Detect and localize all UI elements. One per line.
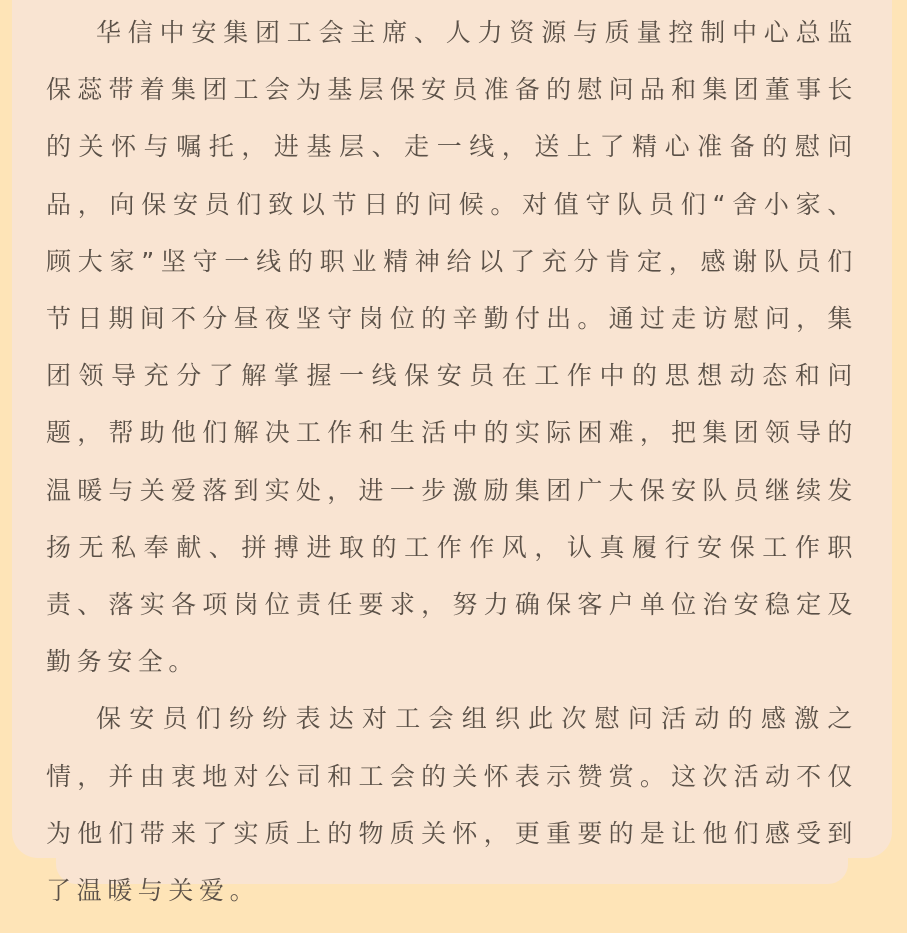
article-paragraph-1: 华信中安集团工会主席、人力资源与质量控制中心总监保蕊带着集团工会为基层保安员准备的慰问品和集团董事长的关怀与嘱托，进基层、走一线，送上了精心准备的慰问品，向保安员们致以节日的问候。对值守队员们“舍小家、顾大家”坚守一线的职业精神给以了充分肯定，感谢队员们节日期间不分昼夜坚守岗位的辛勤付出。通过走访慰问，集团领导充分了解掌握一线保安员在工作中的思想动态和问题，帮助他们解决工作和生活中的实际困难，把集团领导的温暖与关爱落到实处，进一步激励集团广大保安队员继续发扬无私奉献、拼搏进取的工作作风，认真履行安保工作职责、落实各项岗位责任要求，努力确保客户单位治安稳定及勤务安全。: [46, 18, 858, 677]
article-paragraph-2: 保安员们纷纷表达对工会组织此次慰问活动的感激之情，并由衷地对公司和工会的关怀表示赞赏。这次活动不仅为他们带来了实质上的物质关怀，更重要的是让他们感受到了温暖与关爱。: [46, 704, 858, 906]
article-body: [46, 4, 858, 919]
